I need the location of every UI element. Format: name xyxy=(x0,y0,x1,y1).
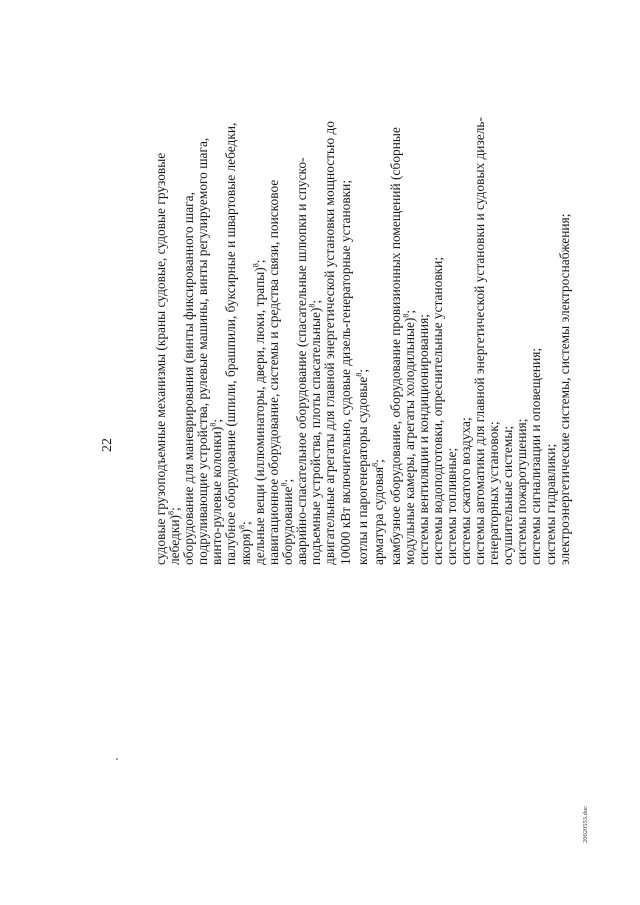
text-line xyxy=(403,110,417,565)
line-end: ; xyxy=(167,507,183,512)
text-line xyxy=(431,110,445,565)
text-line xyxy=(417,110,431,565)
line-text: генераторных установок; xyxy=(486,421,502,565)
text-line xyxy=(295,110,309,565)
line-text: оборудование для маневрирования (винты фиксированного шага, xyxy=(181,192,197,565)
line-text: подруливающие устройства, рулевые машины, винты регулируемого шага, xyxy=(195,137,211,565)
text-line xyxy=(558,110,572,565)
line-text: системы сигнализации и оповещения; xyxy=(528,347,544,565)
line-text: лебедки) xyxy=(167,515,183,565)
line-text: оборудование xyxy=(279,486,295,565)
text-line xyxy=(253,110,267,565)
text-line xyxy=(154,110,168,565)
text-line xyxy=(323,110,337,565)
text-line xyxy=(281,110,295,565)
line-text: системы водоподготовки, опреснительные установки; xyxy=(429,256,445,565)
text-line xyxy=(210,110,224,565)
line-end: ; xyxy=(308,299,324,304)
text-line xyxy=(544,110,558,565)
rotated-page-content xyxy=(60,85,600,845)
text-line xyxy=(224,110,238,565)
line-end: ; xyxy=(279,478,295,483)
line-text: судовые грузоподъемные механизмы (краны судовые, судовые грузовые xyxy=(153,152,168,565)
footnote-mark: 8 xyxy=(354,372,364,377)
line-text: подъемные устройства, плоты спасательные) xyxy=(308,307,324,565)
line-text: системы пожаротушения; xyxy=(514,418,530,565)
line-end: ; xyxy=(209,418,225,423)
scan-speck xyxy=(116,758,118,760)
footnote-mark: 8 xyxy=(251,263,261,268)
line-text: винто-рулевые колонки) xyxy=(209,426,225,565)
footer-filename: 20020553.doc xyxy=(582,805,589,843)
text-line xyxy=(501,110,515,565)
line-text: двигательные агрегаты для главной энергетической установки мощностью до xyxy=(322,121,338,565)
text-line xyxy=(487,110,501,565)
text-line xyxy=(370,110,389,565)
line-end: ; xyxy=(251,259,267,264)
line-text: электроэнергетические системы, системы электроснабжения; xyxy=(556,213,572,565)
line-text: якоря) xyxy=(237,529,253,565)
line-text: системы автоматики для главной энергетической установки и судовых дизель- xyxy=(472,117,488,565)
text-line xyxy=(182,110,196,565)
footnote-mark: 8 xyxy=(279,482,289,487)
line-end: ; xyxy=(237,521,253,525)
line-end: ; xyxy=(354,368,370,373)
line-text: модульные камеры, агрегаты холодильные) xyxy=(401,317,417,565)
footnote-mark: 8 xyxy=(401,313,411,318)
line-text: арматура судовая xyxy=(370,466,386,565)
line-text: палубное оборудование (шпили, брашпили, буксирные и швартовые лебедки, xyxy=(223,122,239,565)
line-end: ; xyxy=(370,459,386,463)
line-end: ; xyxy=(401,309,417,314)
text-line xyxy=(356,110,370,565)
text-line xyxy=(168,110,182,565)
line-text: котлы и парогенераторы судовые xyxy=(354,376,370,565)
line-text: осушительные системы; xyxy=(500,425,516,565)
line-text: системы сжатого воздуха; xyxy=(457,417,473,565)
footnote-mark: 8 xyxy=(307,303,317,308)
text-line xyxy=(473,110,487,565)
text-line xyxy=(337,110,356,565)
line-text: системы гидравлики; xyxy=(542,443,558,565)
page-number: 22 xyxy=(100,438,115,452)
footnote-mark: 8 xyxy=(370,462,380,467)
footnote-mark: 8 xyxy=(237,525,247,529)
line-text: аварийно-спасательное оборудование (спасательные шлюпки и спуско- xyxy=(293,157,309,565)
footnote-mark: 8 xyxy=(208,422,218,427)
line-text: 10000 кВт включительно, судовые дизель-генераторные установки; xyxy=(338,179,354,565)
text-block xyxy=(154,110,572,565)
line-text: навигационное оборудование, системы и средства связи, поисковое xyxy=(265,179,281,565)
line-text: системы топливные; xyxy=(443,447,459,565)
text-line xyxy=(459,110,473,565)
text-line xyxy=(389,110,403,565)
text-line xyxy=(445,110,459,565)
text-line xyxy=(309,110,323,565)
line-text: камбузное оборудование, оборудование провизионных помещений (сборные xyxy=(387,127,403,565)
line-text: дельные вещи (иллюминаторы, двери, люки, трапы) xyxy=(251,267,267,565)
text-line xyxy=(529,110,543,565)
text-line xyxy=(239,110,253,565)
text-line xyxy=(267,110,281,565)
footnote-mark: 8 xyxy=(166,511,176,516)
line-text: системы вентиляции и кондиционирования; xyxy=(415,314,431,565)
text-line xyxy=(515,110,529,565)
